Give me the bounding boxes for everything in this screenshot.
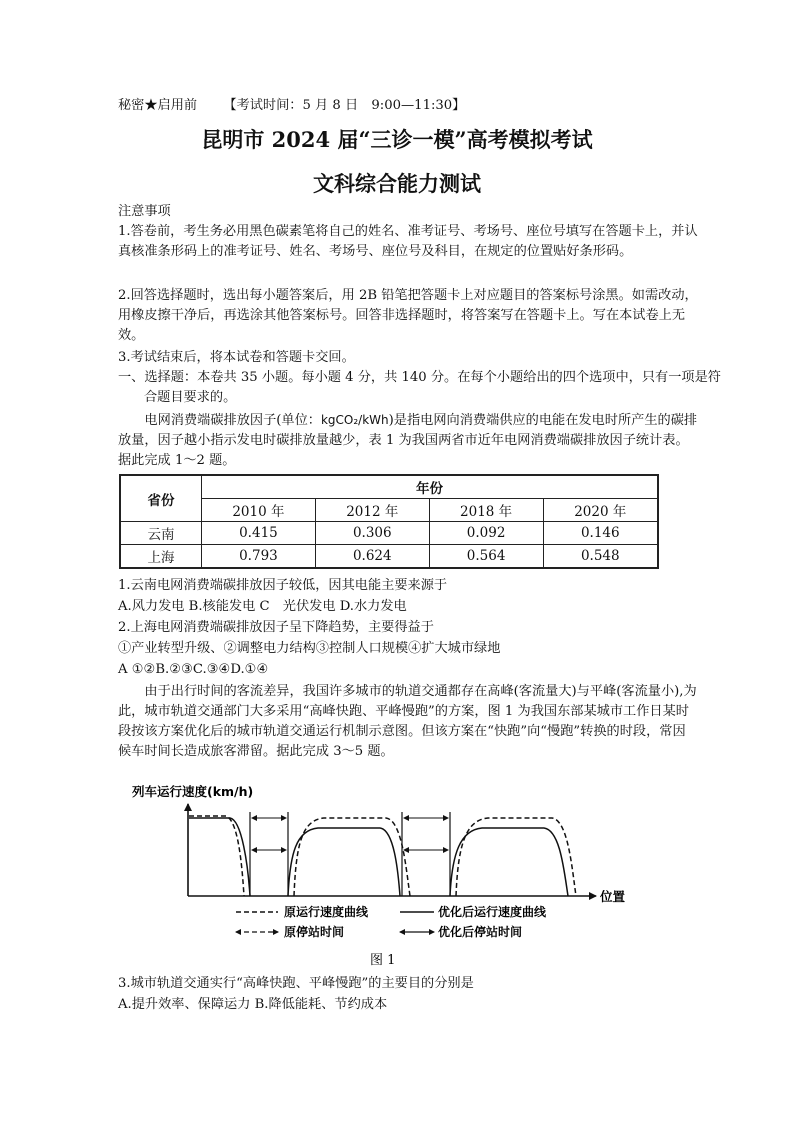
q3-stem: 3.城市轨道交通实行“高峰快跑、平峰慢跑”的主要目的分别是 bbox=[118, 976, 474, 991]
passage-1-unit: kgCO₂/kWh bbox=[320, 413, 389, 427]
legend-optimized-curve: 优化后运行速度曲线 bbox=[438, 905, 547, 919]
table-group-header: 年份 bbox=[202, 475, 659, 499]
figure-y-label: 列车运行速度(km/h) bbox=[132, 784, 254, 799]
legend-optimized-stop: 优化后停站时间 bbox=[438, 925, 523, 939]
table-cell: 0.793 bbox=[202, 545, 316, 569]
table-cell: 0.564 bbox=[429, 545, 543, 569]
table-row bbox=[120, 545, 658, 569]
secret-label: 秘密★启用前 bbox=[118, 98, 198, 113]
table-year-header: 2010 年 bbox=[202, 499, 316, 522]
table-cell: 0.548 bbox=[543, 545, 658, 569]
table-row-label: 云南 bbox=[120, 522, 202, 545]
emission-table bbox=[119, 474, 659, 569]
table-row bbox=[120, 522, 658, 545]
q2-stem: 2.上海电网消费端碳排放因子呈下降趋势，主要得益于 bbox=[118, 620, 434, 635]
figure-x-label: 位置 bbox=[600, 889, 626, 904]
passage-2: 由于出行时间的客流差异，我国许多城市的轨道交通都存在高峰(客流量大)与平峰(客流量小),为此，城市轨道交通部门大多采用“高峰快跑、平峰慢跑”的方案，图 1 为我国东部某城市工作日某时段按该方案优化后的城市轨道交通运行机制示意图。但该方案在“快跑”向“慢跑”转换的时段，常因候车时间长造成旅客滞留。据此完成 3～5 题。 bbox=[118, 684, 697, 759]
table-cell: 0.415 bbox=[202, 522, 316, 545]
section-1-instructions: 一、选择题：本卷共 35 小题。每小题 4 分，共 140 分。在每个小题给出的四个选项中，只有一项是符合题目要求的。 bbox=[118, 370, 721, 405]
table-cell: 0.624 bbox=[315, 545, 429, 569]
table-year-header: 2012 年 bbox=[315, 499, 429, 522]
table-cell: 0.306 bbox=[315, 522, 429, 545]
exam-subtitle: 文科综合能力测试 bbox=[313, 171, 481, 196]
original-speed-curve bbox=[189, 816, 244, 896]
table-year-header: 2020 年 bbox=[543, 499, 658, 522]
passage-1-rest: )是指电网向消费端供应的电能在发电时所产生的碳排放量，因子越小指示发电时碳排放量越少，表 1 为我国两省市近年电网消费端碳排放因子统计表。据此完成 1～2 题。 bbox=[118, 413, 698, 468]
passage-1-lead: 电网消费端碳排放因子(单位： bbox=[144, 413, 321, 428]
table-corner: 省份 bbox=[120, 475, 202, 522]
table-row-label: 上海 bbox=[120, 545, 202, 569]
q2-options: A ①②B.②③C.③④D.①④ bbox=[118, 662, 269, 677]
table-year-header: 2018 年 bbox=[429, 499, 543, 522]
header-meta bbox=[118, 94, 465, 113]
table-cell: 0.092 bbox=[429, 522, 543, 545]
figure-1-diagram bbox=[118, 774, 638, 974]
notice-item-3: 3.考试结束后，将本试卷和答题卡交回。 bbox=[118, 350, 355, 365]
q1-options: A.风力发电 B.核能发电 C 光伏发电 D.水力发电 bbox=[118, 599, 407, 614]
exam-title: 昆明市 2024 届“三诊一模”高考模拟考试 bbox=[201, 127, 593, 152]
passage-1 bbox=[118, 410, 698, 471]
table-cell: 0.146 bbox=[543, 522, 658, 545]
legend-original-stop: 原停站时间 bbox=[284, 925, 345, 939]
legend-original-curve: 原运行速度曲线 bbox=[284, 905, 369, 919]
notice-item-1: 1.答卷前，考生务必用黑色碳素笔将自己的姓名、准考证号、考场号、座位号填写在答题卡上，并认真核准条形码上的准考证号、姓名、考场号、座位号及科目，在规定的位置贴好条形码。 bbox=[118, 224, 698, 259]
optimized-speed-curve bbox=[450, 828, 568, 896]
q1-stem: 1.云南电网消费端碳排放因子较低，因其电能主要来源于 bbox=[118, 578, 448, 593]
optimized-speed-curve bbox=[288, 828, 400, 896]
figure-caption: 图 1 bbox=[370, 953, 396, 968]
notice-item-2: 2.回答选择题时，选出每小题答案后，用 2B 铅笔把答题卡上对应题目的答案标号涂黑。如需改动，用橡皮擦干净后，再选涂其他答案标号。回答非选择题时，将答案写在答题卡上。写在本试卷上无效。 bbox=[118, 288, 698, 343]
q3-options: A.提升效率、保障运力 B.降低能耗、节约成本 bbox=[118, 997, 388, 1012]
q2-items: ①产业转型升级、②调整电力结构③控制人口规模④扩大城市绿地 bbox=[118, 641, 501, 656]
exam-time: 【考试时间：5 月 8 日 9:00—11:30】 bbox=[223, 98, 466, 113]
notice-heading: 注意事项 bbox=[118, 204, 171, 219]
